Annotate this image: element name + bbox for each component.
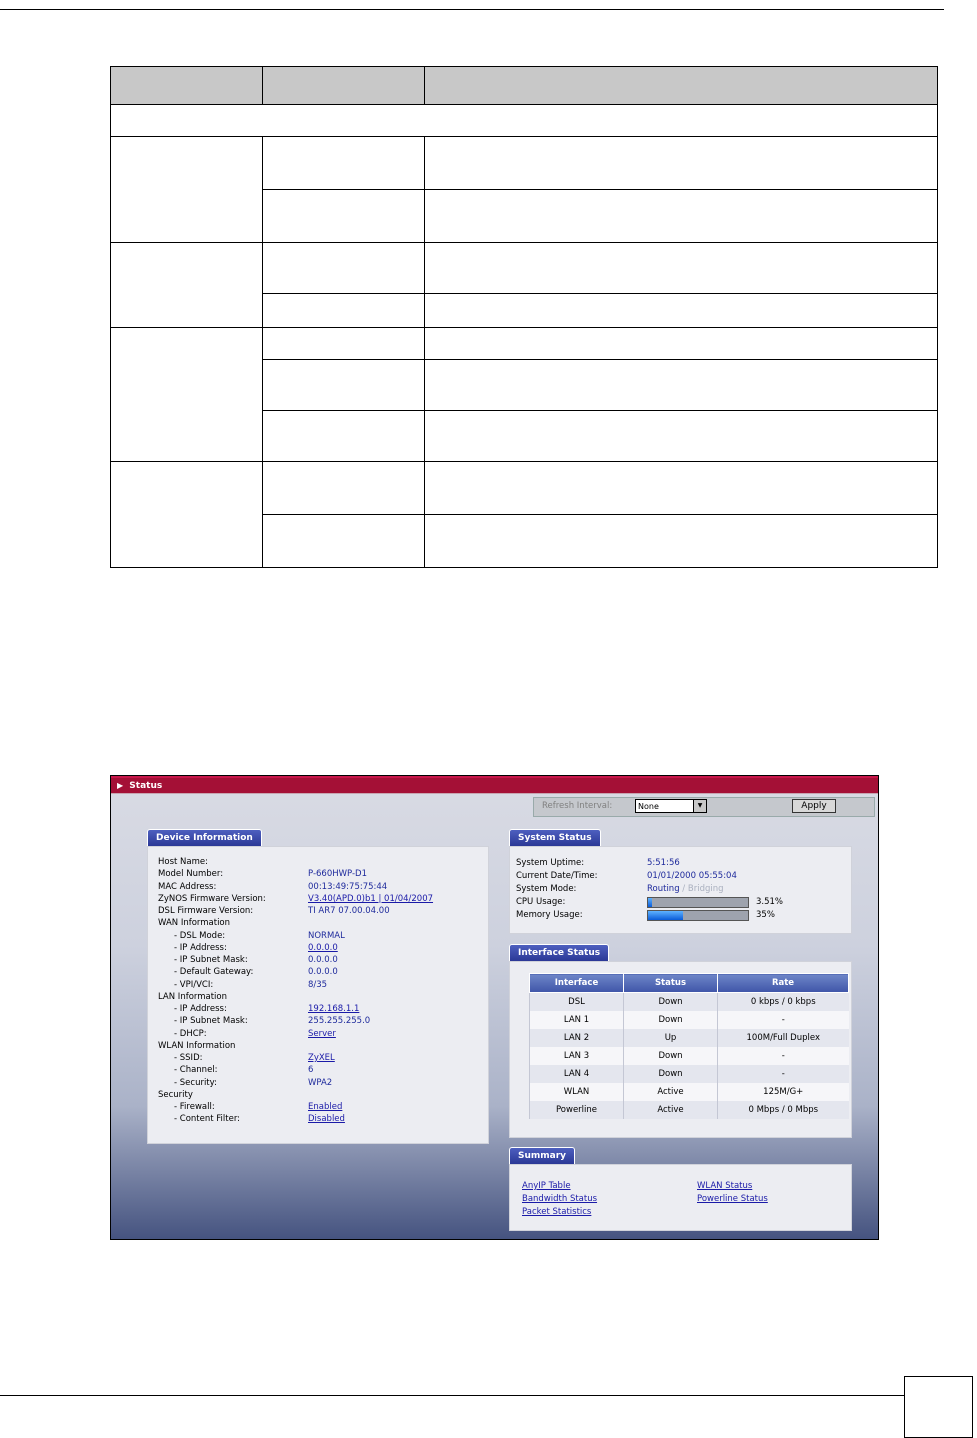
device-info-label: - Content Filter:: [174, 1114, 241, 1125]
table-header-cell: [425, 67, 938, 105]
table-cell: [425, 328, 938, 360]
cell-status: Down: [624, 1065, 718, 1083]
column-header-status: Status: [624, 974, 718, 993]
table-cell: [263, 411, 425, 462]
device-info-label: ZyNOS Firmware Version:: [158, 893, 266, 904]
cell-status: Active: [624, 1101, 718, 1119]
datetime-label: Current Date/Time:: [516, 871, 598, 881]
cell-interface: Powerline: [530, 1101, 624, 1119]
table-cell: [111, 137, 263, 243]
cell-status: Up: [624, 1029, 718, 1047]
datetime-value: 01/01/2000 05:55:04: [647, 871, 737, 881]
cell-rate: 0 kbps / 0 kbps: [718, 993, 849, 1012]
device-info-label: Security: [158, 1089, 193, 1100]
tab-system-status: System Status: [509, 829, 601, 846]
device-info-label: LAN Information: [158, 991, 228, 1002]
device-info-link[interactable]: Server: [308, 1028, 336, 1039]
chevron-down-icon[interactable]: ▼: [693, 800, 706, 812]
device-info-label: DSL Firmware Version:: [158, 906, 254, 916]
table-cell: [425, 411, 938, 462]
device-info-label: - IP Address:: [174, 1004, 227, 1014]
interface-status-panel: [509, 961, 852, 1138]
table-cell: [425, 515, 938, 568]
cell-interface: LAN 4: [530, 1065, 624, 1083]
device-info-link[interactable]: ZyXEL: [308, 1053, 335, 1063]
device-info-label: - Firewall:: [174, 1102, 215, 1112]
refresh-interval-label: Refresh Interval:: [542, 801, 613, 811]
table-row: [530, 1047, 849, 1065]
status-title: Status: [129, 781, 163, 791]
table-cell: [111, 243, 263, 328]
cell-rate: -: [718, 1011, 849, 1029]
device-info-label: - Security:: [174, 1077, 217, 1088]
interface-status-table: [529, 973, 849, 1119]
device-info-label: - DSL Mode:: [174, 930, 226, 941]
device-info-value: 6: [308, 1065, 314, 1076]
table-cell: [425, 360, 938, 411]
device-info-label: WLAN Information: [158, 1040, 236, 1051]
arrow-icon: ▶: [117, 781, 124, 790]
packet-statistics-link[interactable]: Packet Statistics: [522, 1207, 592, 1217]
refresh-interval-select[interactable]: [635, 799, 707, 813]
device-info-label: - VPI/VCI:: [174, 979, 214, 990]
device-info-value: 8/35: [308, 979, 328, 990]
bandwidth-status-link[interactable]: Bandwidth Status: [522, 1194, 598, 1204]
device-info-value: 0.0.0.0: [308, 967, 338, 978]
device-info-value: NORMAL: [308, 930, 345, 941]
table-row: [530, 1029, 849, 1047]
device-info-label: - IP Subnet Mask:: [174, 1016, 248, 1027]
table-cell: [425, 294, 938, 328]
table-cell: [263, 328, 425, 360]
mode-separator: /: [679, 884, 688, 894]
table-header-cell: [263, 67, 425, 105]
table-cell: [263, 190, 425, 243]
table-cell: [425, 137, 938, 190]
mode-routing: Routing: [647, 884, 680, 894]
device-info-label: Model Number:: [158, 869, 224, 880]
device-info-link[interactable]: 192.168.1.1: [308, 1004, 360, 1014]
device-info-label: - IP Address:: [174, 942, 227, 953]
interface-status-rows: [530, 993, 849, 1120]
table-section-row: [111, 105, 938, 137]
anyip-table-link[interactable]: AnyIP Table: [522, 1181, 571, 1191]
cpu-usage-bar: [647, 897, 749, 908]
cell-rate: 125M/G+: [718, 1083, 849, 1101]
table-row: [530, 1083, 849, 1101]
device-info-link[interactable]: Enabled: [308, 1102, 343, 1112]
cell-status: Down: [624, 1011, 718, 1029]
cell-interface: DSL: [530, 993, 624, 1012]
tab-device-information: Device Information: [147, 829, 262, 846]
table-cell: [263, 360, 425, 411]
reference-table: [110, 66, 938, 568]
cell-status: Down: [624, 1047, 718, 1065]
column-header-interface: Interface: [530, 974, 624, 993]
device-info-link[interactable]: Disabled: [308, 1114, 345, 1125]
uptime-value: 5:51:56: [647, 858, 680, 868]
memory-usage-value: 35%: [756, 910, 775, 920]
summary-panel: [509, 1164, 852, 1231]
memory-usage-bar: [647, 910, 749, 921]
powerline-status-link[interactable]: Powerline Status: [697, 1194, 768, 1204]
apply-button[interactable]: Apply: [792, 799, 836, 813]
table-cell: [263, 515, 425, 568]
table-row: [530, 1065, 849, 1083]
table-cell: [425, 190, 938, 243]
mode-bridging: Bridging: [687, 884, 724, 894]
tab-interface-status: Interface Status: [509, 944, 609, 961]
cell-interface: WLAN: [530, 1083, 624, 1101]
table-cell: [111, 328, 263, 462]
table-cell: [425, 462, 938, 515]
table-header-cell: [111, 67, 263, 105]
device-info-label: WAN Information: [158, 918, 231, 929]
device-information-panel: [147, 846, 489, 1144]
cpu-usage-fill: [648, 898, 652, 907]
cell-rate: 100M/Full Duplex: [718, 1029, 849, 1047]
cpu-usage-label: CPU Usage:: [516, 897, 566, 907]
table-cell: [425, 243, 938, 294]
memory-usage-fill: [648, 911, 683, 920]
device-info-label: - Channel:: [174, 1065, 218, 1076]
device-info-value: TI AR7 07.00.04.00: [308, 906, 390, 916]
system-mode-label: System Mode:: [516, 884, 577, 894]
page-number-box: [904, 1376, 973, 1438]
table-cell: [263, 294, 425, 328]
system-mode-value: [647, 884, 724, 894]
device-info-value: WPA2: [308, 1077, 333, 1088]
device-info-label: - IP Subnet Mask:: [174, 955, 248, 965]
table-row: [530, 1011, 849, 1029]
cell-rate: -: [718, 1065, 849, 1083]
cell-interface: LAN 3: [530, 1047, 624, 1065]
cpu-usage-value: 3.51%: [756, 897, 784, 907]
refresh-bar: [533, 797, 875, 817]
device-info-value: 0.0.0.0: [308, 955, 338, 965]
memory-usage-label: Memory Usage:: [516, 910, 583, 920]
cell-interface: LAN 1: [530, 1011, 624, 1029]
table-cell: [263, 137, 425, 190]
cell-interface: LAN 2: [530, 1029, 624, 1047]
cell-rate: -: [718, 1047, 849, 1065]
table-cell: [263, 462, 425, 515]
device-info-value: 00:13:49:75:75:44: [308, 881, 388, 892]
wlan-status-link[interactable]: WLAN Status: [697, 1181, 753, 1191]
refresh-interval-value: None: [638, 802, 659, 811]
footer-rule: [0, 1395, 904, 1396]
table-cell: [111, 462, 263, 568]
device-info-label: Host Name:: [158, 857, 208, 867]
table-row: [530, 993, 849, 1012]
status-title-bar: [111, 776, 878, 794]
system-status-panel: [509, 846, 852, 934]
device-info-link[interactable]: V3.40(APD.0)b1 | 01/04/2007: [308, 893, 434, 904]
device-info-label: MAC Address:: [158, 881, 217, 892]
column-header-rate: Rate: [718, 974, 849, 993]
device-info-label: - Default Gateway:: [174, 967, 254, 978]
cell-rate: 0 Mbps / 0 Mbps: [718, 1101, 849, 1119]
device-info-link[interactable]: 0.0.0.0: [308, 942, 338, 953]
device-info-label: - SSID:: [174, 1053, 203, 1063]
header-rule: [0, 9, 944, 10]
device-info-label: - DHCP:: [174, 1028, 207, 1039]
cell-status: Down: [624, 993, 718, 1012]
device-info-value: 255.255.255.0: [308, 1016, 371, 1027]
table-cell: [263, 243, 425, 294]
status-screenshot: [110, 775, 879, 1240]
cell-status: Active: [624, 1083, 718, 1101]
uptime-label: System Uptime:: [516, 858, 585, 868]
tab-summary: Summary: [509, 1147, 575, 1164]
table-row: [530, 1101, 849, 1119]
device-info-value: P-660HWP-D1: [308, 869, 367, 880]
